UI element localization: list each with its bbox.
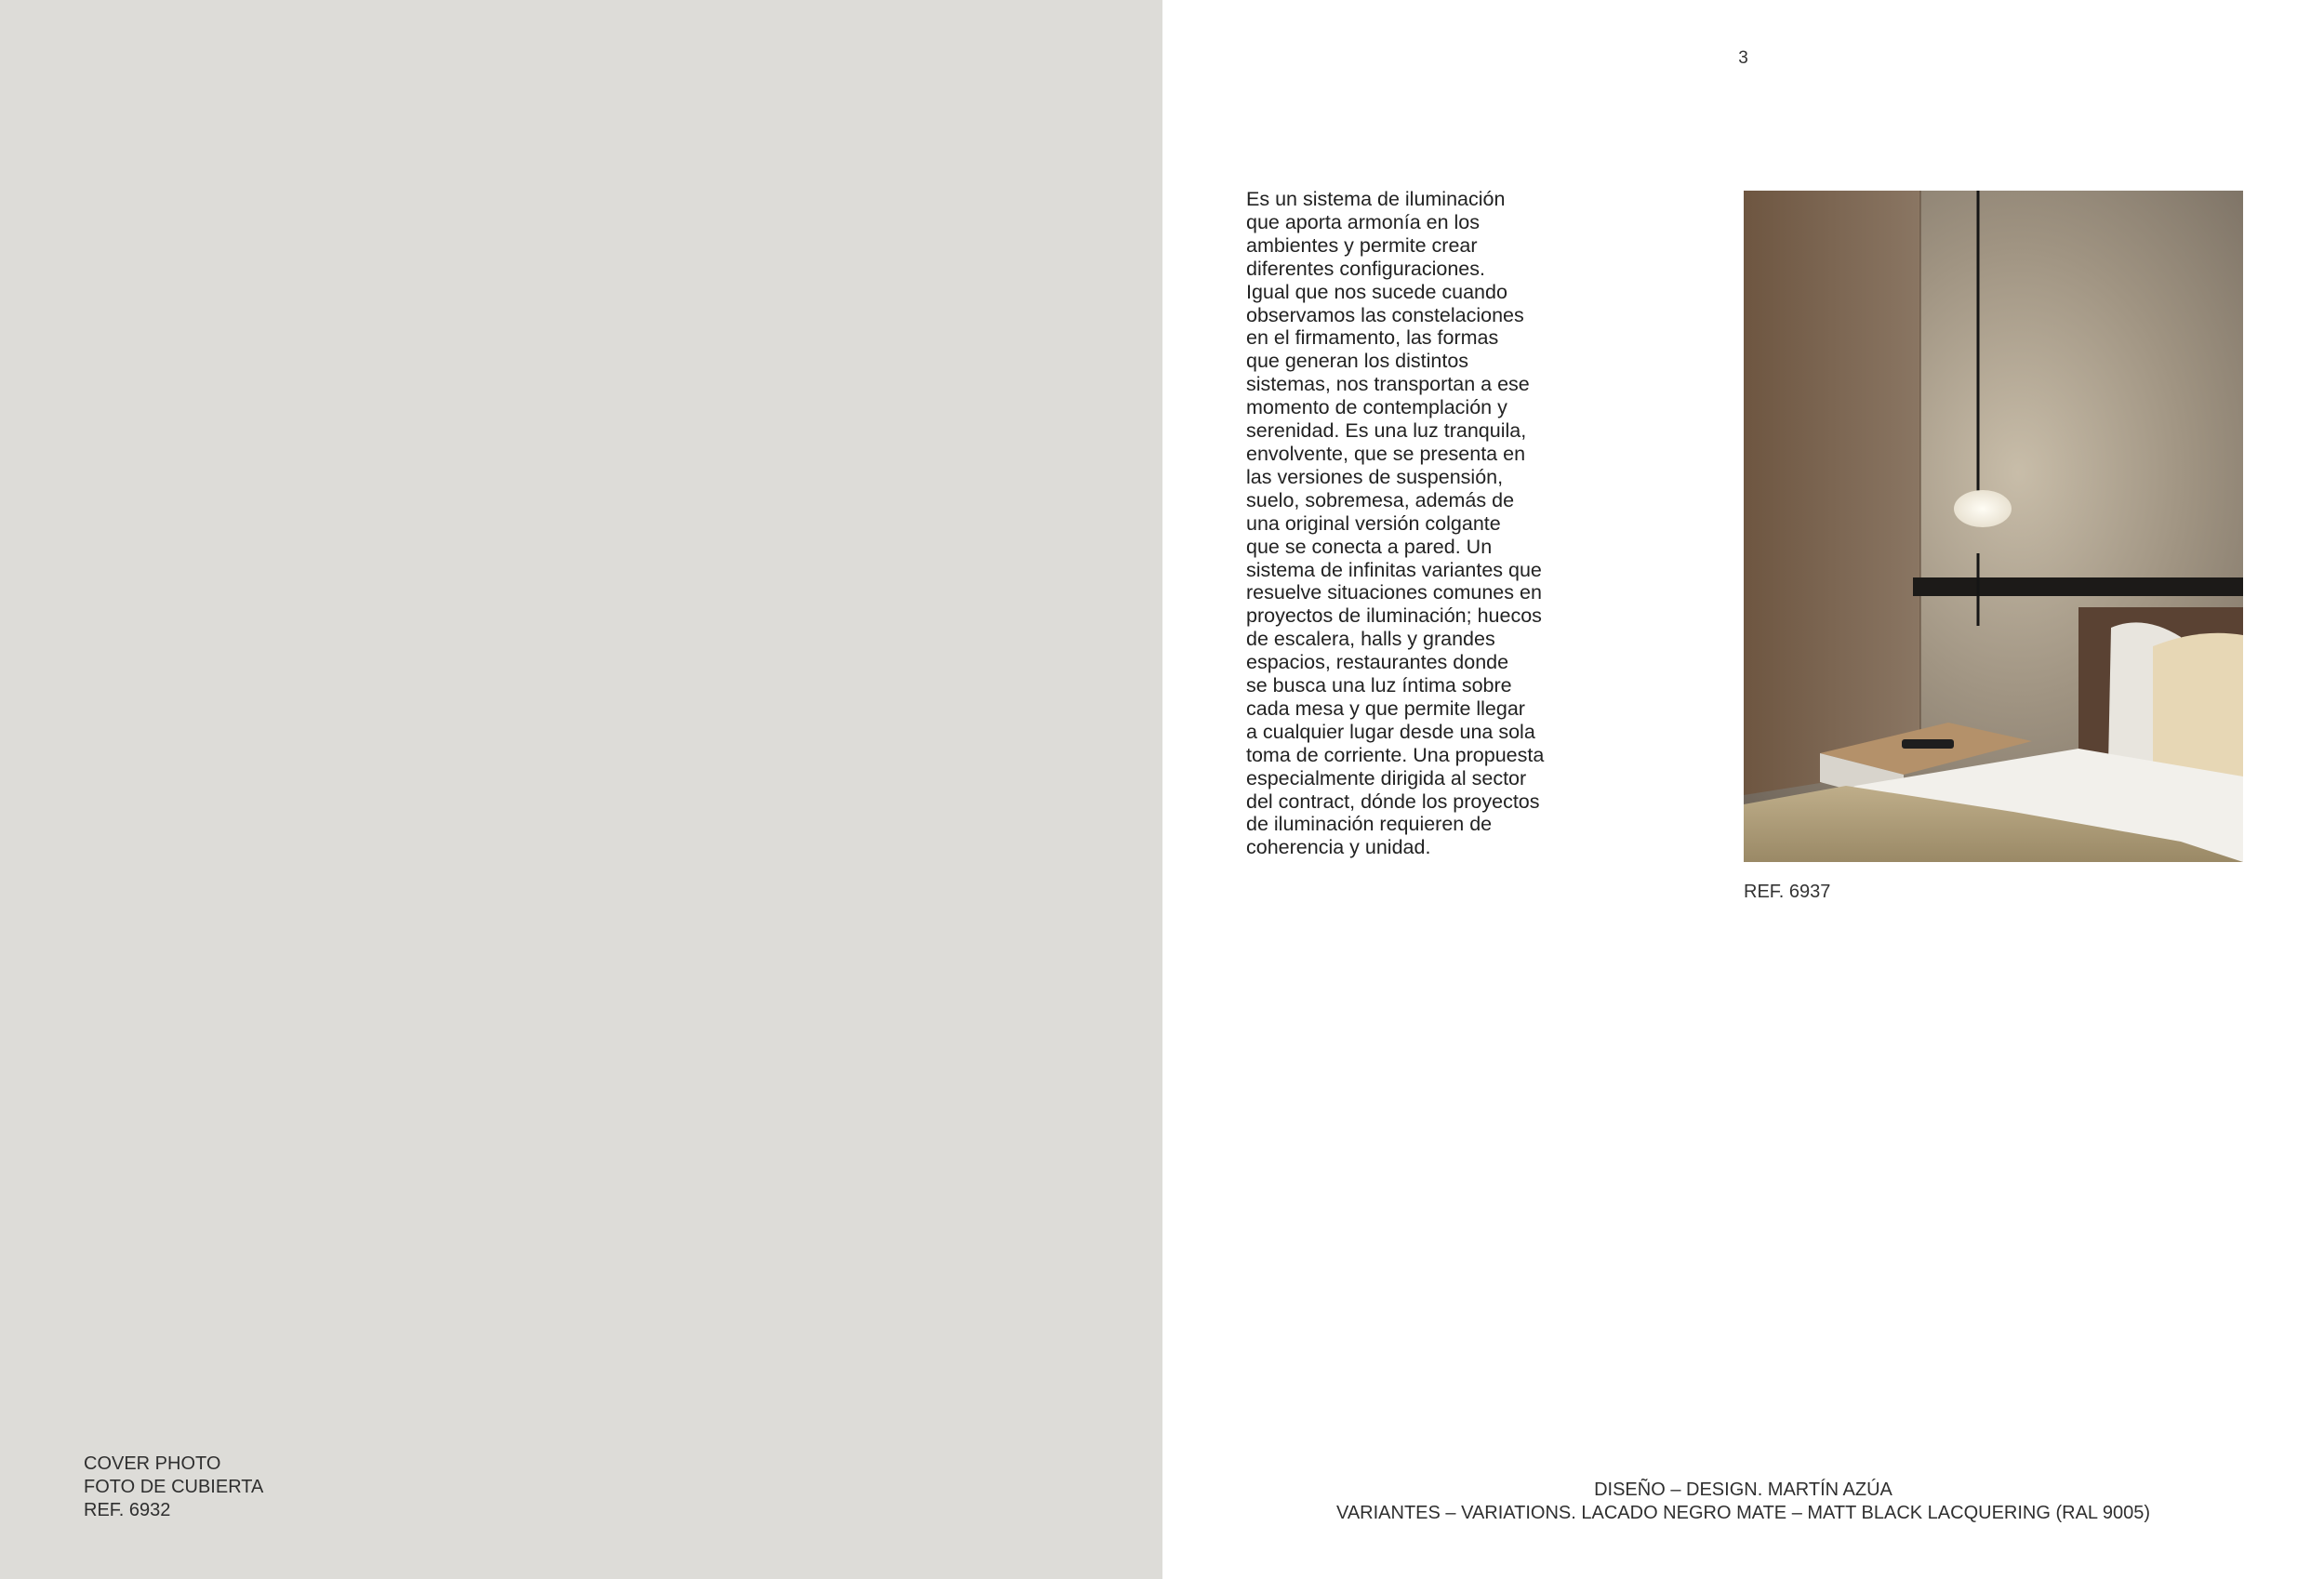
body-line: del contract, dónde los proyectos — [1246, 790, 1540, 813]
body-line: que aporta armonía en los — [1246, 210, 1480, 233]
body-line: de iluminación requieren de — [1246, 813, 1493, 836]
body-line: que se conecta a pared. Un — [1246, 535, 1493, 558]
photo-reference: REF. 6937 — [1744, 882, 1831, 902]
design-credits — [1162, 1479, 2324, 1525]
body-line: proyectos de iluminación; huecos — [1246, 604, 1542, 628]
body-line: sistema de infinitas variantes que — [1246, 558, 1542, 581]
body-line: especialmente dirigida al sector — [1246, 766, 1527, 790]
body-line: cada mesa y que permite llegar — [1246, 697, 1525, 720]
body-line: en el firmamento, las formas — [1246, 326, 1499, 350]
body-line: se busca una luz íntima sobre — [1246, 674, 1512, 697]
body-line: observamos las constelaciones — [1246, 303, 1524, 326]
cover-caption — [84, 1453, 263, 1522]
body-paragraph — [1246, 188, 1581, 859]
body-line: las versiones de suspensión, — [1246, 465, 1504, 488]
body-line: sistemas, nos transportan a ese — [1246, 373, 1530, 396]
body-line: Es un sistema de iluminación — [1246, 188, 1506, 210]
body-line: de escalera, halls y grandes — [1246, 628, 1495, 651]
cover-caption-line-1: COVER PHOTO — [84, 1453, 221, 1474]
cover-caption-line-2: FOTO DE CUBIERTA — [84, 1477, 264, 1497]
credits-variations-line: VARIANTES – VARIATIONS. LACADO NEGRO MATE – MATT BLACK LACQUERING (RAL 9005) — [1335, 1503, 2151, 1523]
body-line: espacios, restaurantes donde — [1246, 651, 1509, 674]
body-line: una original versión colgante — [1246, 511, 1501, 535]
right-page — [1162, 0, 2324, 1579]
cover-caption-line-3: REF. 6932 — [84, 1500, 171, 1520]
body-line: toma de corriente. Una propuesta — [1246, 743, 1545, 766]
body-line: coherencia y unidad. — [1246, 836, 1431, 859]
body-line: ambientes y permite crear — [1246, 233, 1478, 257]
body-line: serenidad. Es una luz tranquila, — [1246, 419, 1527, 443]
body-line: resuelve situaciones comunes en — [1246, 581, 1542, 604]
body-line: diferentes configuraciones. — [1246, 257, 1485, 280]
body-line: envolvente, que se presenta en — [1246, 442, 1526, 465]
body-line: suelo, sobremesa, además de — [1246, 488, 1515, 511]
body-line: momento de contemplación y — [1246, 396, 1507, 419]
bedroom-lamp-photo — [1744, 191, 2243, 862]
page-number: 3 — [1738, 48, 1748, 68]
body-line: Igual que nos sucede cuando — [1246, 280, 1507, 303]
body-line: que generan los distintos — [1246, 350, 1469, 373]
credits-design-line: DISEÑO – DESIGN. MARTÍN AZÚA — [1594, 1479, 1892, 1500]
body-line: a cualquier lugar desde una sola — [1246, 720, 1535, 743]
